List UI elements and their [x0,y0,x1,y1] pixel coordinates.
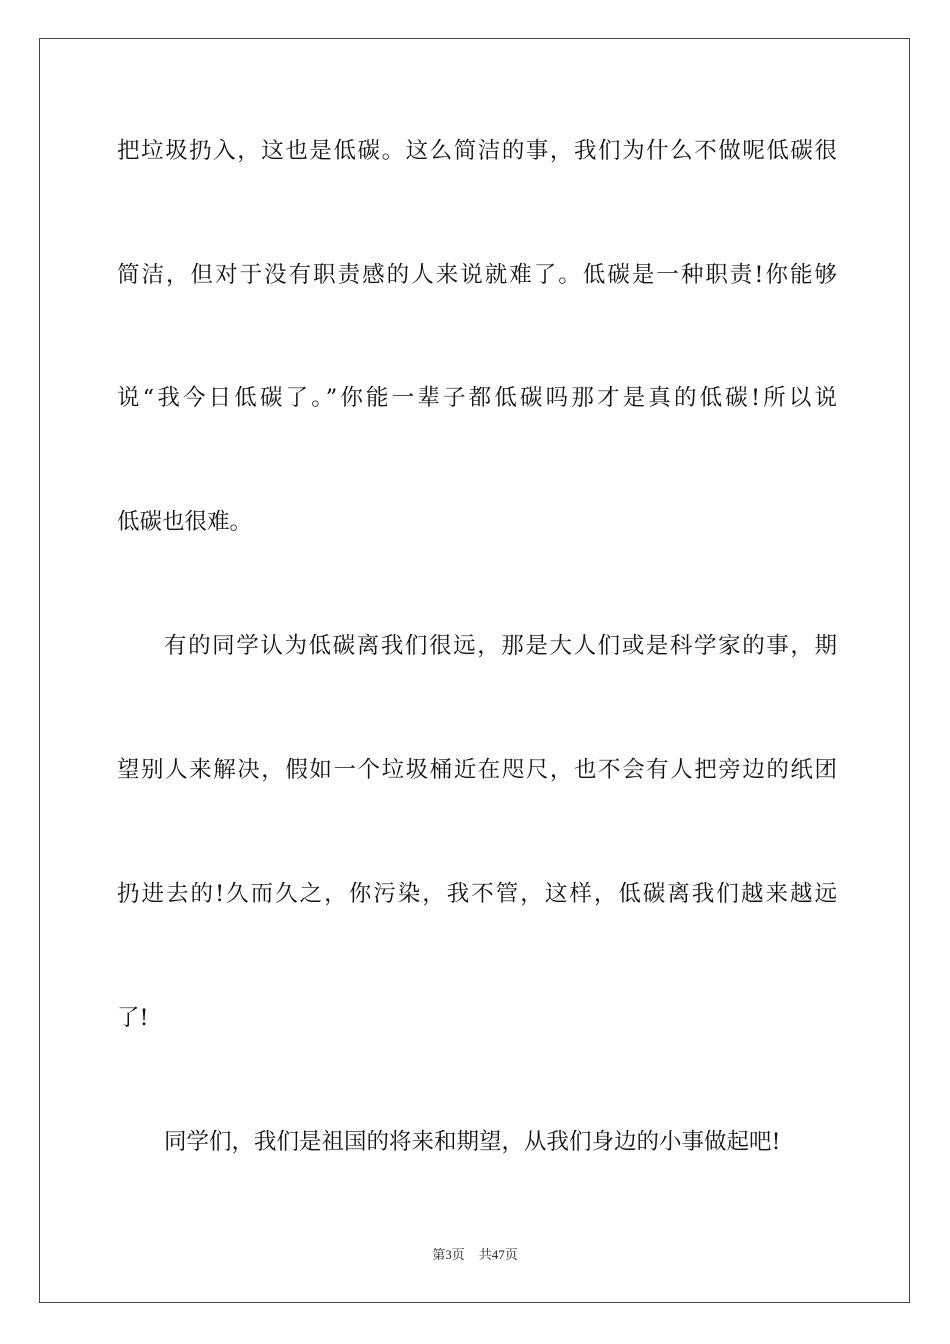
total-pages: 共47页 [478,1247,518,1262]
paragraph-line: 把垃圾扔入，这也是低碳。这么简洁的事，我们为什么不做呢低碳很 [117,138,837,164]
page-number: 第3页 [432,1247,465,1262]
paragraph-line: 同学们，我们是祖国的将来和期望，从我们身边的小事做起吧! [164,1129,781,1155]
page-footer [0,1246,950,1264]
paragraph-line: 扔进去的!久而久之，你污染，我不管，这样，低碳离我们越来越远 [117,881,837,907]
paragraph-line: 说“我今日低碳了。”你能一辈子都低碳吗那才是真的低碳!所以说 [117,385,837,411]
paragraph-line: 有的同学认为低碳离我们很远，那是大人们或是科学家的事，期 [164,633,837,659]
paragraph-line: 简洁，但对于没有职责感的人来说就难了。低碳是一种职责!你能够 [117,262,837,288]
paragraph-line: 低碳也很难。 [117,509,253,535]
paragraph-line: 了! [117,1005,149,1031]
page-border [39,38,910,1303]
paragraph-line: 望别人来解决，假如一个垃圾桶近在咫尺，也不会有人把旁边的纸团 [117,757,837,783]
